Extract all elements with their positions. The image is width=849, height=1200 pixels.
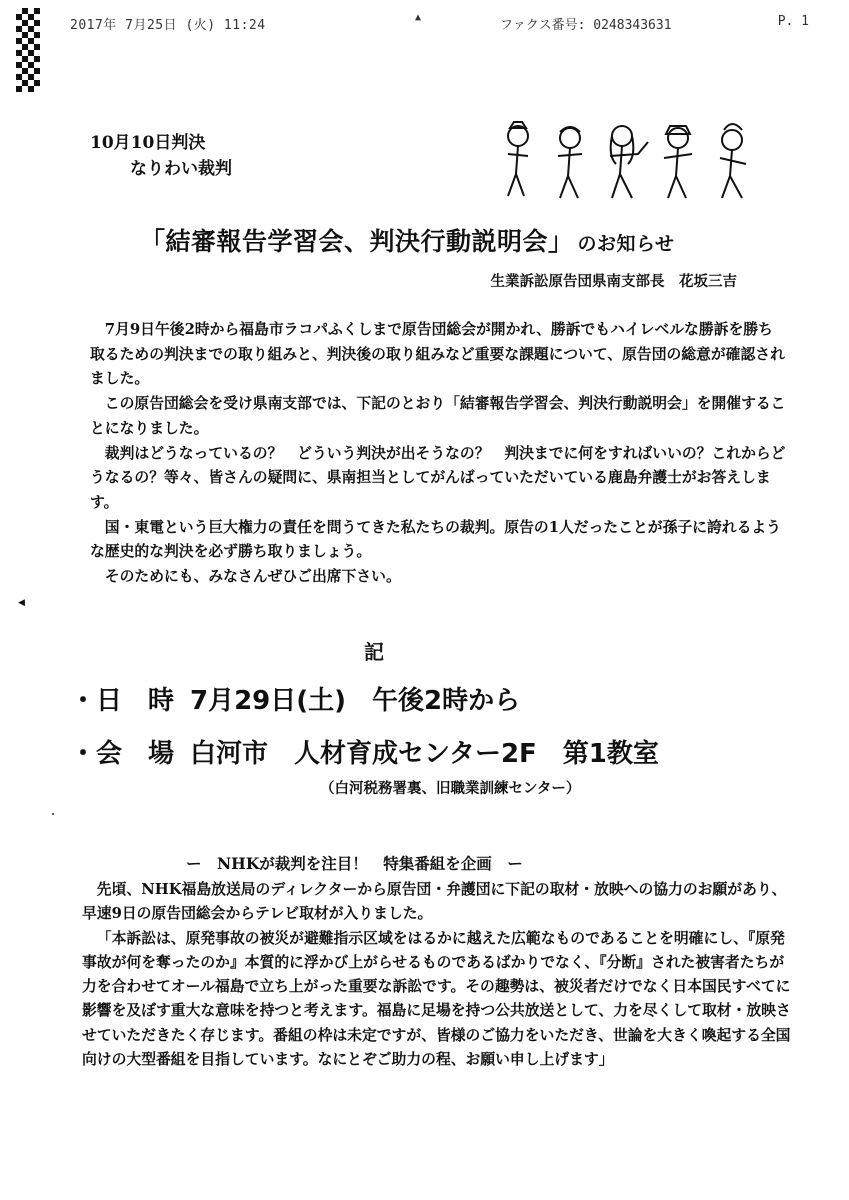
figure-5: [720, 124, 746, 198]
intro-paragraph: この原告団総会を受け県南支部では、下記のとおり「結審報告学習会、判決行動説明会」を開催することになりました。: [90, 395, 786, 437]
figure-3: [610, 126, 648, 198]
intro-body: [90, 318, 786, 590]
date-label: ・日 時: [70, 686, 175, 716]
figure-1: [508, 122, 528, 196]
venue-value: 白河市 人材育成センター2F 第1教室: [190, 739, 659, 769]
intro-paragraph: 国・東電という巨大権力の責任を問うてきた私たちの裁判。原告の1人だったことが孫子に誇れるような歴史的な判決を必ず勝ち取りましょう。: [90, 518, 781, 561]
intro-paragraph: 裁判はどうなっているの？ どういう判決が出そうなの？ 判決までに何をすればいいの？これからどうなるの？等々、皆さんの疑問に、県南担当としてがんばっていただいている鹿島弁護士がお答えします。: [90, 444, 786, 511]
intro-paragraph: 7月9日午後2時から福島市ラコパふくしまで原告団総会が開かれ、勝訴でもハイレベルな勝訴を勝ち取るための判決までの取り組みと、判決後の取り組みなど重要な課題について、原告団の総意が確認されました。: [90, 321, 785, 388]
nhk-body: [82, 878, 794, 1072]
notice-title: [140, 222, 674, 258]
author-line: 生業訴訟原告団県南支部長 花坂三吉: [490, 274, 737, 290]
verdict-date: 10月10日判決: [90, 133, 206, 153]
marching-people-illustration: [488, 118, 768, 204]
fax-header: [70, 10, 809, 34]
ki-heading: 記: [364, 640, 384, 664]
figure-2: [558, 127, 582, 198]
verdict-heading: [90, 130, 232, 182]
nhk-section-title: ー NHKが裁判を注目！ 特集番組を企画 ー: [186, 854, 523, 873]
date-row: [70, 680, 520, 717]
scan-speck: [52, 813, 54, 815]
left-arrow-icon: ◀: [18, 598, 25, 608]
intro-paragraph: そのためにも、みなさんぜひご出席下さい。: [104, 568, 401, 586]
nhk-paragraph: 「本訴訟は、原発事故の被災が避難指示区域をはるかに越えた広範なものであることを明確にし、『原発事故が何を奪ったのか』本質的に浮かび上がらせるものであるばかりでなく、『分断』された被害者たちが力を合わせてオール福島で立ち上がった重要な訴訟です。その趣勢は、被災者だけでなく日本国民すべてに影響を及ぼす重大な意味を持つと考えます。福島に足場を持つ公共放送として、力を尽くして取材・放映させていただきたく存じます。番組の枠は未定ですが、皆様のご協力をいただき、世論を大きく喚起する全国向けの大型番組を目指しています。なにとぞご助力の程、お願い申し上げます」: [82, 929, 791, 1069]
venue-label: ・会 場: [70, 739, 175, 769]
page-number: P. 1: [777, 14, 809, 29]
venue-row: [70, 733, 659, 770]
fax-datetime: 2017年 7月25日 (火) 11:24: [70, 18, 266, 33]
notice-title-main: 「結審報告学習会、判決行動説明会」: [140, 227, 574, 256]
trial-name: なりわい裁判: [130, 159, 232, 179]
fax-number: ファクス番号: 0248343631: [500, 18, 672, 33]
notice-title-suffix: のお知らせ: [577, 233, 675, 255]
venue-note: （白河税務署裏、旧職業訓練センター）: [320, 780, 581, 797]
fax-margin-checker-pattern: [16, 8, 40, 92]
triangle-icon: ▲: [415, 12, 422, 23]
figure-4: [664, 126, 692, 198]
nhk-paragraph: 先頃、NHK福島放送局のディレクターから原告団・弁護団に下記の取材・放映への協力のお願があり、早速9日の原告団総会からテレビ取材が入りました。: [82, 881, 787, 923]
date-value: 7月29日(土) 午後2時から: [190, 686, 521, 716]
